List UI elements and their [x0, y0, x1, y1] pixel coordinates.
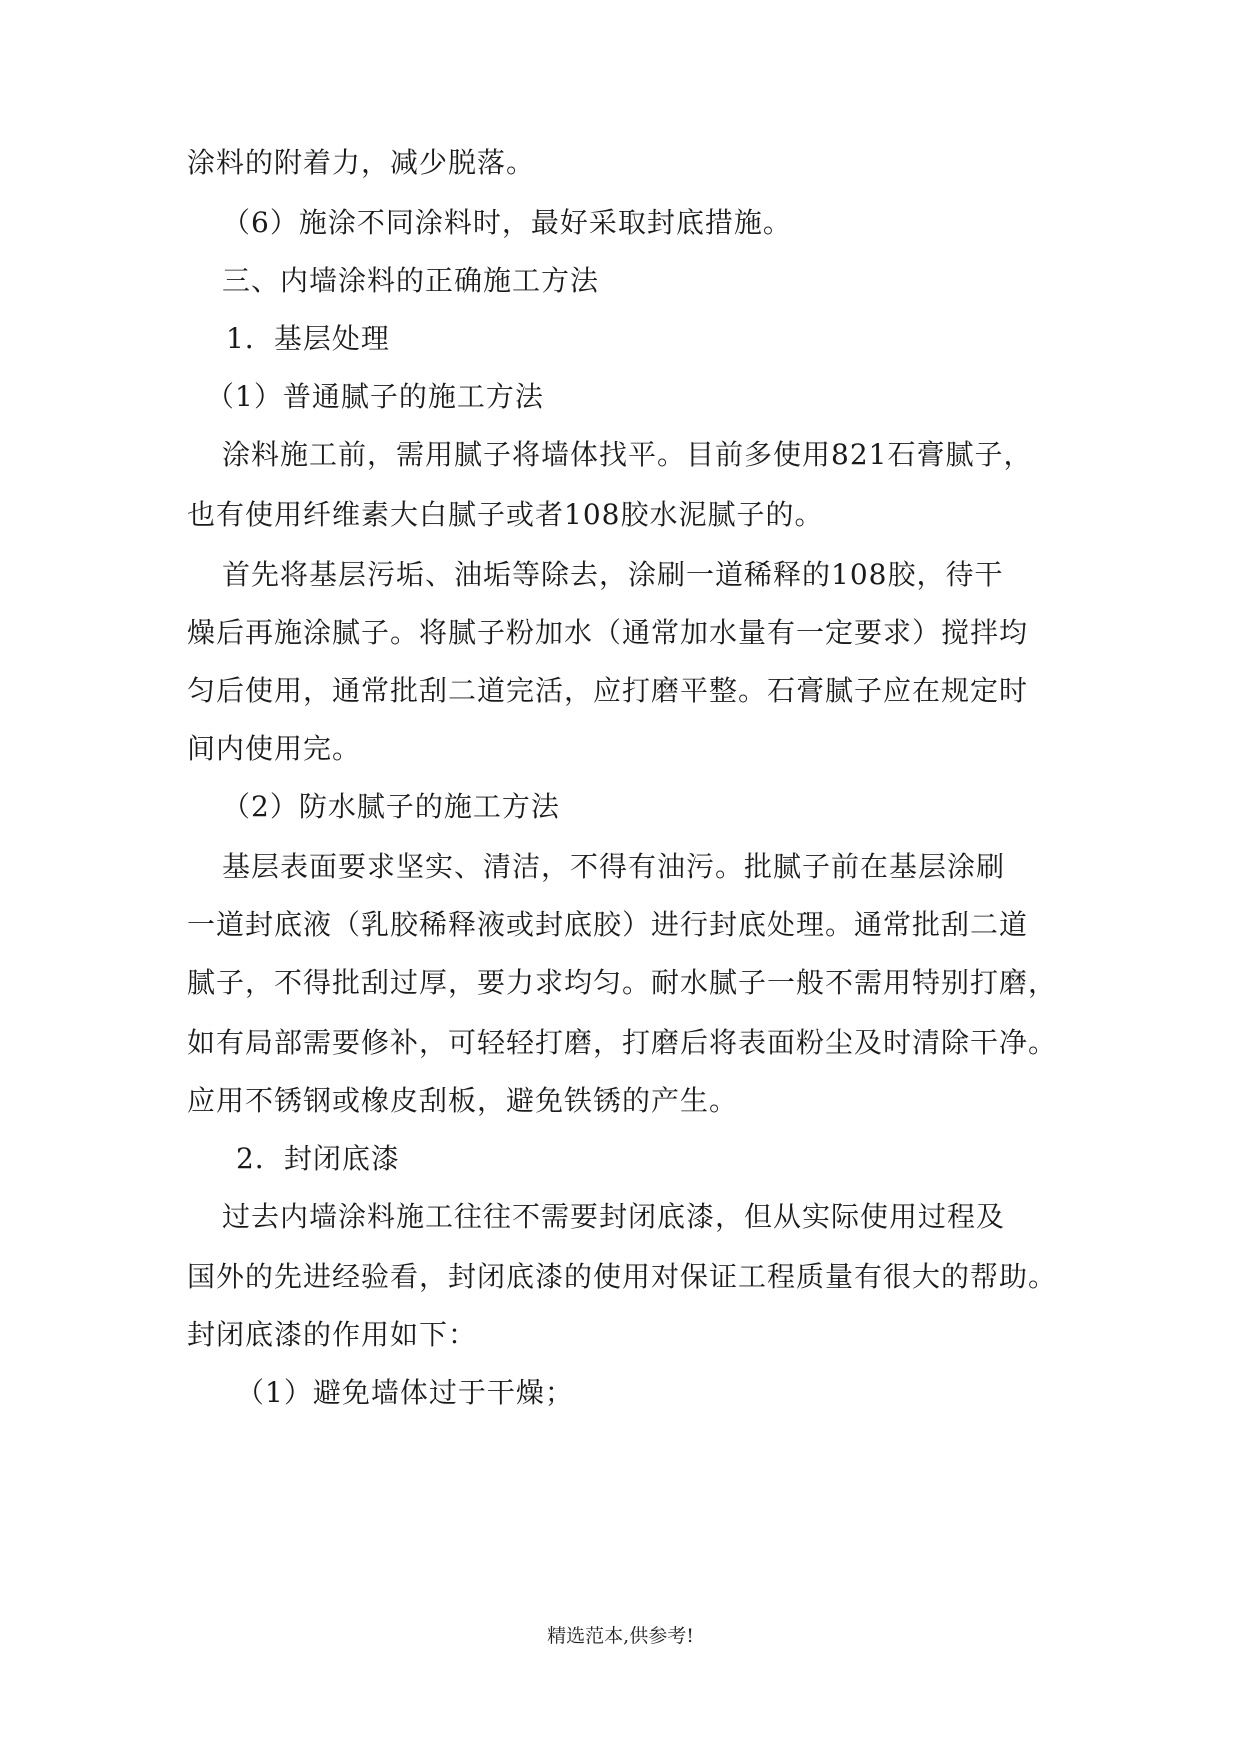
text-line: 国外的先进经验看，封闭底漆的使用对保证工程质量有很大的帮助。 [187, 1260, 1058, 1293]
text-line: 匀后使用，通常批刮二道完活，应打磨平整。石膏腻子应在规定时 [187, 674, 1029, 707]
text-line: 腻子，不得批刮过厚，要力求均匀。耐水腻子一般不需用特别打磨， [187, 966, 1058, 999]
subsection-heading: 1．基层处理 [226, 322, 390, 355]
item-heading: （2）防水腻子的施工方法 [222, 790, 560, 823]
text-line: 涂料施工前，需用腻子将墙体找平。目前多使用821石膏腻子， [222, 438, 1033, 471]
item-heading: （1）普通腻子的施工方法 [206, 380, 544, 413]
page-footer: 精选范本,供参考! [547, 1625, 694, 1647]
text-line: 也有使用纤维素大白腻子或者108胶水泥腻子的。 [187, 498, 824, 531]
text-line: 涂料的附着力，减少脱落。 [187, 146, 536, 179]
text-line: 一道封底液（乳胶稀释液或封底胶）进行封底处理。通常批刮二道 [187, 908, 1029, 941]
text-line: （6）施涂不同涂料时，最好采取封底措施。 [222, 206, 792, 239]
text-line: 如有局部需要修补，可轻轻打磨，打磨后将表面粉尘及时清除干净。 [187, 1026, 1058, 1059]
section-heading: 三、内墙涂料的正确施工方法 [222, 264, 600, 297]
item-heading: （1）避免墙体过于干燥； [236, 1376, 574, 1409]
subsection-heading: 2．封闭底漆 [236, 1142, 400, 1175]
text-line: 首先将基层污垢、油垢等除去，涂刷一道稀释的108胶，待干 [222, 558, 1004, 591]
text-line: 燥后再施涂腻子。将腻子粉加水（通常加水量有一定要求）搅拌均 [187, 616, 1029, 649]
text-line: 封闭底漆的作用如下： [187, 1318, 478, 1351]
text-line: 基层表面要求坚实、清洁，不得有油污。批腻子前在基层涂刷 [222, 850, 1006, 883]
text-line: 过去内墙涂料施工往往不需要封闭底漆，但从实际使用过程及 [222, 1200, 1006, 1233]
text-line: 间内使用完。 [187, 732, 362, 765]
text-line: 应用不锈钢或橡皮刮板，避免铁锈的产生。 [187, 1084, 739, 1117]
